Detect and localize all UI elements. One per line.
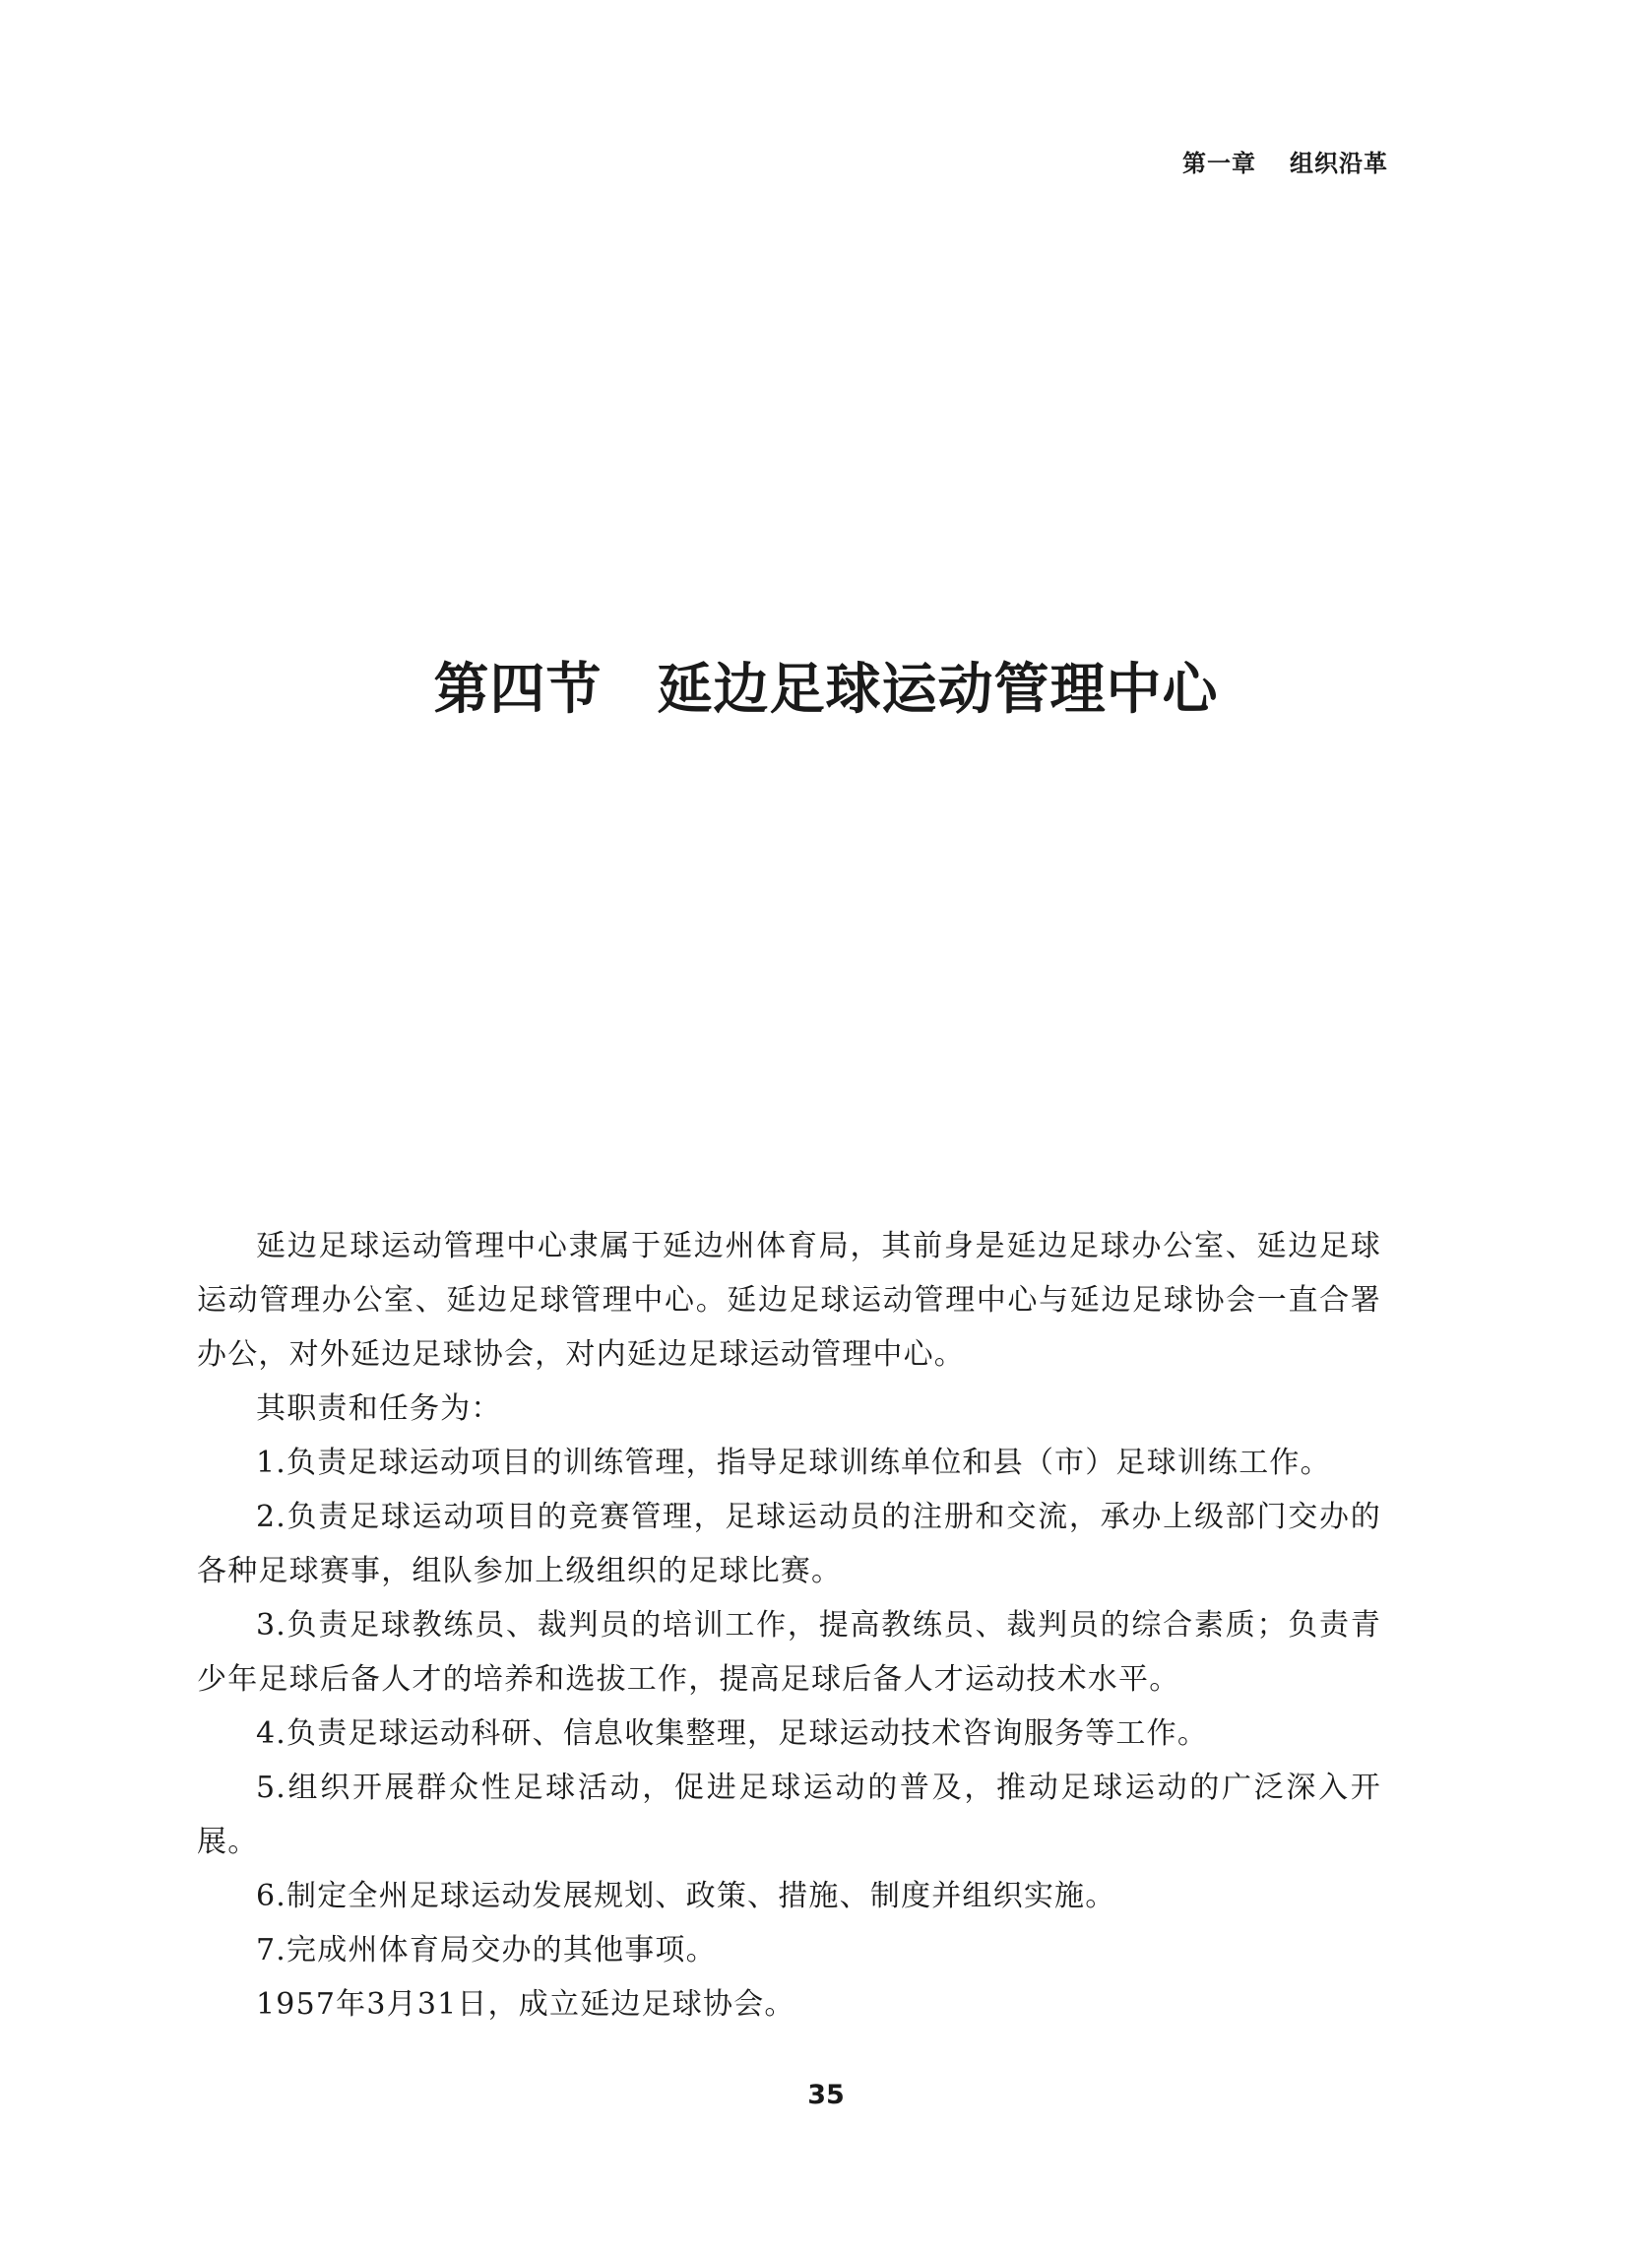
list-item-duty-5: 5.组织开展群众性足球活动，促进足球运动的普及，推动足球运动的广泛深入开展。 (197, 1771, 1381, 1859)
body-text (197, 1219, 1381, 2031)
list-item-duty-3: 3.负责足球教练员、裁判员的培训工作，提高教练员、裁判员的综合素质；负责青少年足球后备人才的培养和选拔工作，提高足球后备人才运动技术水平。 (197, 1608, 1381, 1697)
list-item-duty-6: 6.制定全州足球运动发展规划、政策、措施、制度并组织实施。 (256, 1879, 1116, 1913)
page-number: 35 (807, 2080, 845, 2110)
running-header (1182, 144, 1388, 178)
list-item-duty-1: 1.负责足球运动项目的训练管理，指导足球训练单位和县（市）足球训练工作。 (256, 1446, 1331, 1480)
paragraph-intro: 延边足球运动管理中心隶属于延边州体育局，其前身是延边足球办公室、延边足球运动管理办公室、延边足球管理中心。延边足球运动管理中心与延边足球协会一直合署办公，对外延边足球协会，对内延边足球运动管理中心。 (197, 1229, 1381, 1372)
chapter-title: 组织沿革 (1290, 150, 1388, 177)
paragraph-duties-heading: 其职责和任务为： (256, 1391, 502, 1426)
list-item-duty-2: 2.负责足球运动项目的竞赛管理，足球运动员的注册和交流，承办上级部门交办的各种足球赛事，组队参加上级组织的足球比赛。 (197, 1500, 1381, 1588)
chapter-number: 第一章 (1182, 150, 1256, 177)
section-title (0, 646, 1652, 725)
section-name: 延边足球运动管理中心 (657, 657, 1219, 722)
list-item-duty-4: 4.负责足球运动科研、信息收集整理，足球运动技术咨询服务等工作。 (256, 1716, 1209, 1751)
paragraph-founding-date: 1957年3月31日，成立延边足球协会。 (256, 1987, 795, 2022)
list-item-duty-7: 7.完成州体育局交办的其他事项。 (256, 1933, 717, 1967)
section-number: 第四节 (433, 657, 603, 722)
